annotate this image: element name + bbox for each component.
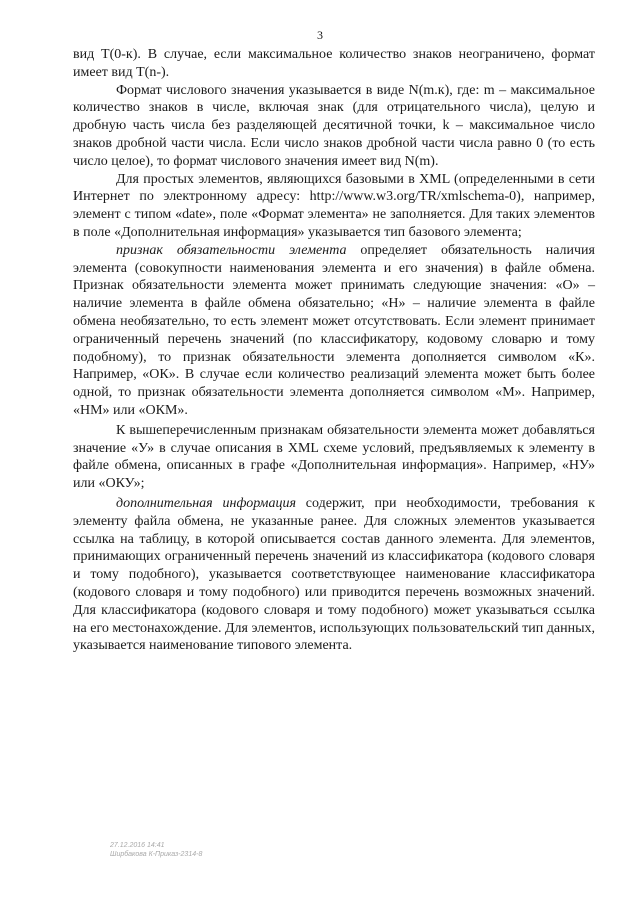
document-body	[73, 46, 595, 655]
paragraph-base-elements: Для простых элементов, являющихся базовыми в XML (определенными в сети Интернет по электронному адресу: http://www.w3.org/TR/xmlschema-0), например, элемент с типом «date», поле «Формат элемента» не заполняется. Для таких элементов в поле «Дополнительная информация» указывается тип базового элемента;	[73, 171, 595, 240]
paragraph-numeric-format: Формат числового значения указывается в виде N(m.к), где: m – максимальное количество знаков в числе, включая знак (для отрицательного числа), целую и дробную часть числа без разделяющей десятичной точки, k – максимальное число знаков дробной части числа. Если число знаков дробной части числа равно 0 (то есть число целое), то формат числового значения имеет вид N(m).	[73, 82, 595, 169]
paragraph-additional-info	[73, 495, 595, 655]
paragraph-conditions: К вышеперечисленным признакам обязательности элемента может добавляться значение «У» в случае описания в XML схеме условий, предъявляемых к элементу в файле обмена, описанных в графе «Дополнительная информация». Например, «НУ» или «ОКУ»;	[73, 422, 595, 492]
paragraph-mandatory-flag-text: определяет обязательность наличия элемента (совокупности наименования элемента и его значения) в файле обмена. Признак обязательности элемента может принимать следующие значения: «О» – наличие элемента в файле обмена обязательно; «Н» – наличие элемента в файле обмена необязательно, то есть элемент может отсутствовать. Если элемент принимает ограниченный перечень значений (по классификатору, кодовому словарю и тому подобному), то признак обязательности элемента дополняется символом «К». Например, «ОК». В случае если количество реализаций элемента может быть более одной, то признак обязательности элемента дополняется символом «М». Например, «НМ» или «ОКМ».	[73, 242, 595, 418]
paragraph-mandatory-flag	[73, 242, 595, 420]
document-stamp	[110, 841, 202, 859]
stamp-reference: Ширбакова К-Приказ-2314-8	[110, 851, 203, 858]
term-mandatory-flag: признак обязательности элемента	[116, 242, 347, 258]
page-number: 3	[317, 28, 323, 42]
paragraph-format-text: вид T(0-к). В случае, если максимальное количество знаков неограничено, формат имеет вид T(n-).	[73, 47, 595, 80]
paragraph-additional-info-text: содержит, при необходимости, требования к элементу файла обмена, не указанные ранее. Для сложных элементов указывается ссылка на таблицу, в которой описывается состав данного элемента. Для элементов, принимающих ограниченный перечень значений из классификатора (кодового словаря и тому подобного), указывается соответствующее наименование классификатора (кодового словаря и тому подобного) или приводится перечень возможных значений. Для классификатора (кодового словаря и тому подобного) может указываться ссылка на его местонахождение. Для элементов, использующих пользовательский тип данных, указывается наименование типового элемента.	[73, 495, 595, 654]
term-additional-info: дополнительная информация	[116, 495, 296, 511]
stamp-date: 27.12.2016 14:41	[110, 842, 165, 849]
